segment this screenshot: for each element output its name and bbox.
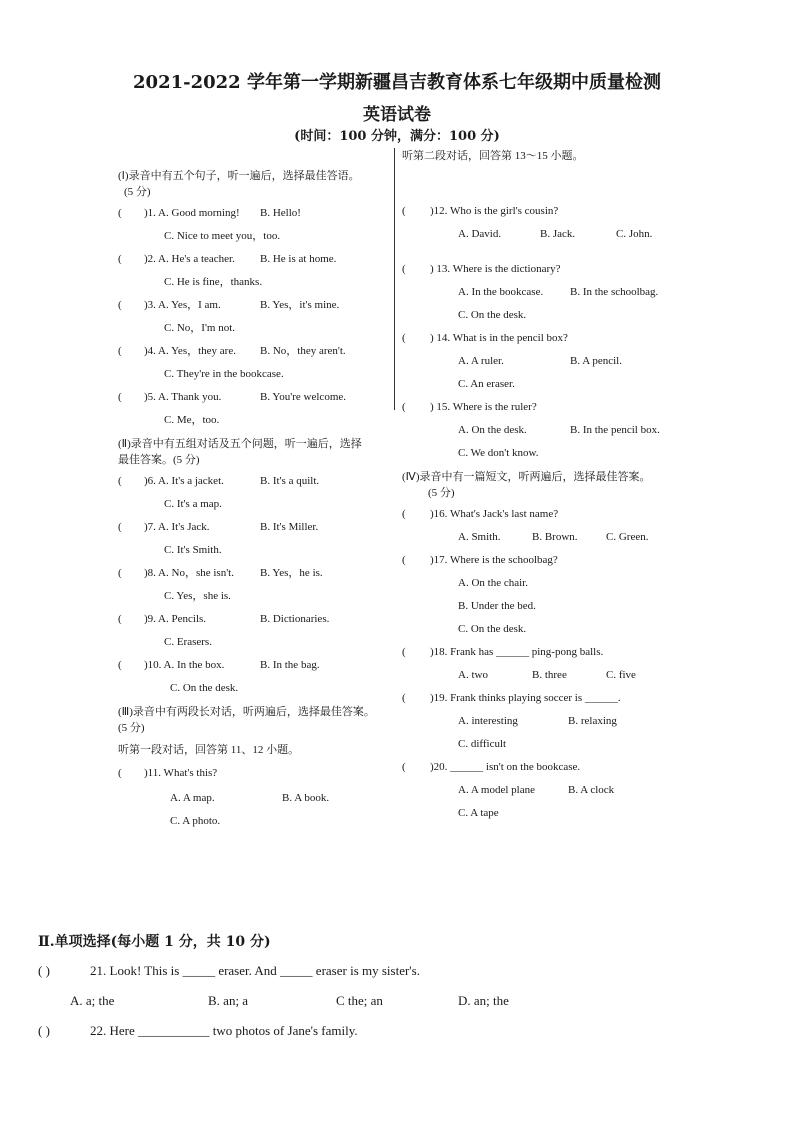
question-21-options: A. a; the B. an; a C the; an D. an; the (70, 993, 509, 1008)
answer-paren[interactable]: ( (118, 475, 122, 487)
question-19: ( )19. Frank thinks playing soccer is ______. A. interesting B. relaxing C. difficult (402, 692, 621, 750)
question-9: ( )9. A. Pencils. B. Dictionaries. C. Erasers. (118, 613, 330, 648)
section-2-heading: (Ⅱ)录音中有五组对话及五个问题，听一遍后，选择 最佳答案。(5 分) (118, 438, 362, 466)
answer-paren[interactable]: ( (118, 767, 122, 779)
dialog-2-instruction: 听第二段对话，回答第 13～15 小题。 (402, 150, 584, 162)
answer-paren[interactable]: ( (118, 659, 122, 671)
answer-paren[interactable]: ( (118, 345, 122, 357)
exam-title: 2021-2022 学年第一学期新疆昌吉教育体系七年级期中质量检测 (133, 72, 661, 93)
exam-subject: 英语试卷 (363, 105, 431, 125)
answer-paren[interactable]: ( (118, 207, 122, 219)
question-3: ( )3. A. Yes，I am. B. Yes，it's mine. C. No，I'm not. (118, 299, 340, 334)
answer-paren[interactable]: ( (118, 521, 122, 533)
question-13: ( ) 13. Where is the dictionary? A. In the bookcase. B. In the schoolbag. C. On the desk. (402, 263, 659, 321)
exam-info: (时间：100 分钟，满分：100 分) (294, 129, 500, 144)
question-7: ( )7. A. It's Jack. B. It's Miller. C. It's Smith. (118, 521, 319, 556)
column-divider (394, 148, 395, 410)
answer-paren[interactable]: ( (118, 567, 122, 579)
answer-paren[interactable]: ( (402, 205, 406, 217)
left-column (118, 168, 390, 837)
question-14: ( ) 14. What is in the pencil box? A. A ruler. B. A pencil. C. An eraser. (402, 332, 622, 390)
answer-paren[interactable]: ( (118, 613, 122, 625)
question-18: ( )18. Frank has ______ ping-pong balls. A. two B. three C. five (402, 646, 636, 681)
section-1-heading: (Ⅰ)录音中有五个句子，听一遍后，选择最佳答语。 (5 分) (118, 170, 360, 198)
question-11: ( )11. What's this? A. A map. B. A book. C. A photo. (118, 767, 330, 827)
answer-paren[interactable]: ( (118, 391, 122, 403)
question-6: ( )6. A. It's a jacket. B. It's a quilt. C. It's a map. (118, 475, 320, 510)
answer-paren[interactable]: ( ) (38, 1023, 50, 1038)
answer-paren[interactable]: ( ) (38, 963, 50, 978)
dialog-1-instruction: 听第一段对话，回答第 11、12 小题。 (118, 744, 300, 756)
answer-paren[interactable]: ( (118, 253, 122, 265)
answer-paren[interactable]: ( (118, 299, 122, 311)
question-15: ( ) 15. Where is the ruler? A. On the desk. B. In the pencil box. C. We don't know. (402, 401, 660, 459)
question-22: ( ) 22. Here ___________ two photos of Jane's family. (38, 1023, 358, 1038)
answer-paren[interactable]: ( (402, 508, 406, 520)
answer-paren[interactable]: ( (402, 692, 406, 704)
answer-paren[interactable]: ( (402, 332, 406, 344)
section-3-heading: (Ⅲ)录音中有两段长对话，听两遍后，选择最佳答案。 (5 分) (118, 706, 375, 734)
question-2: ( )2. A. He's a teacher. B. He is at home. C. He is fine，thanks. (118, 253, 337, 288)
answer-paren[interactable]: ( (402, 554, 406, 566)
answer-paren[interactable]: ( (402, 761, 406, 773)
question-12: ( )12. Who is the girl's cousin? A. David. B. Jack. C. John. (402, 205, 653, 240)
question-20: ( )20. ______ isn't on the bookcase. A. A model plane B. A clock C. A tape (402, 761, 615, 819)
question-16: ( )16. What's Jack's last name? A. Smith. B. Brown. C. Green. (402, 508, 649, 543)
part-2-section (38, 932, 758, 1040)
question-17: ( )17. Where is the schoolbag? A. On the chair. B. Under the bed. C. On the desk. (402, 554, 558, 635)
answer-paren[interactable]: ( (402, 263, 406, 275)
question-1: ( )1. A. Good morning! B. Hello! C. Nice to meet you，too. (118, 207, 301, 242)
question-10: ( )10. A. In the box. B. In the bag. C. On the desk. (118, 659, 320, 694)
section-4-heading: (Ⅳ)录音中有一篇短文，听两遍后，选择最佳答案。 (5 分) (402, 471, 651, 499)
answer-paren[interactable]: ( (402, 401, 406, 413)
question-4: ( )4. A. Yes，they are. B. No，they aren't. C. They're in the bookcase. (118, 345, 346, 380)
answer-paren[interactable]: ( (402, 646, 406, 658)
question-21: ( ) 21. Look! This is _____ eraser. And _____ eraser is my sister's. (38, 963, 420, 978)
part-2-heading: Ⅱ.单项选择(每小题 1 分，共 10 分) (38, 934, 271, 950)
right-column (402, 148, 702, 829)
question-5: ( )5. A. Thank you. B. You're welcome. C. Me，too. (118, 391, 347, 426)
question-8: ( )8. A. No，she isn't. B. Yes，he is. C. Yes，she is. (118, 567, 323, 602)
